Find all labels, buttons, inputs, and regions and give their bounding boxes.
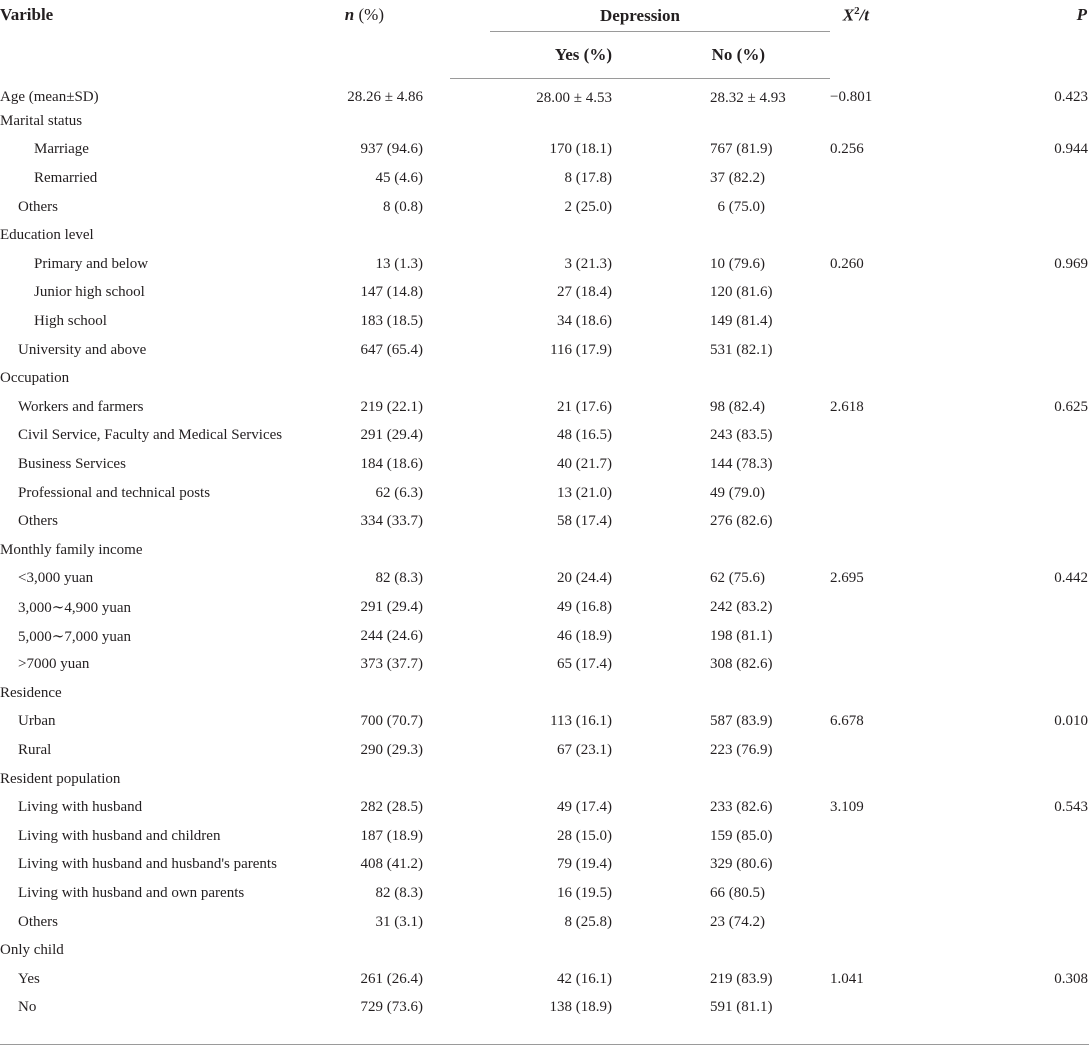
cell-p xyxy=(990,822,1089,851)
cell-p xyxy=(990,679,1089,708)
cell-n xyxy=(290,221,450,250)
row-label: Professional and technical posts xyxy=(18,484,211,501)
cell-no: 767 (81.9) xyxy=(710,141,773,158)
table-row xyxy=(0,679,1089,708)
table-row xyxy=(0,593,1089,622)
cell-yes: 20 (24.4) xyxy=(557,570,612,587)
row-label: High school xyxy=(34,313,107,330)
table-row xyxy=(0,450,1089,479)
cell-no: 144 (78.3) xyxy=(710,456,773,473)
cell-n: 45 (4.6) xyxy=(375,170,423,187)
cell-p: 0.625 xyxy=(1054,398,1089,415)
cell-yes: 27 (18.4) xyxy=(557,284,612,301)
header-row-1 xyxy=(0,0,1089,32)
cell-p: 0.308 xyxy=(1054,970,1089,987)
cell-p: 0.543 xyxy=(1054,799,1089,816)
cell-p: 0.944 xyxy=(1054,141,1089,158)
cell-p xyxy=(990,994,1089,1023)
row-label: Yes xyxy=(18,970,40,987)
cell-n: 219 (22.1) xyxy=(360,398,423,415)
cell-n xyxy=(290,536,450,565)
row-label: >7000 yuan xyxy=(18,656,90,673)
cell-x2t xyxy=(830,736,990,765)
cell-no xyxy=(710,765,830,794)
cell-p xyxy=(990,422,1089,451)
cell-no xyxy=(710,679,830,708)
cell-yes: 28.00 ± 4.53 xyxy=(536,89,612,106)
cell-p xyxy=(990,851,1089,880)
row-label: Business Services xyxy=(18,456,126,473)
table-row xyxy=(0,221,1089,250)
cell-yes: 40 (21.7) xyxy=(557,456,612,473)
header-x-base: X xyxy=(842,5,855,25)
cell-n: 729 (73.6) xyxy=(360,999,423,1016)
header-no: No (%) xyxy=(710,32,830,79)
cell-no: 159 (85.0) xyxy=(710,827,773,844)
cell-no: 591 (81.1) xyxy=(710,999,773,1016)
header-x-sup: 2 xyxy=(854,5,860,17)
table-row xyxy=(0,650,1089,679)
cell-x2t xyxy=(830,336,990,365)
cell-x2t xyxy=(830,279,990,308)
table-row xyxy=(0,708,1089,737)
table-row xyxy=(0,79,1089,108)
cell-no: 37 (82.2) xyxy=(710,170,766,187)
row-label: Living with husband and children xyxy=(18,827,221,844)
table-row xyxy=(0,279,1089,308)
header-p xyxy=(990,0,1089,79)
cell-no: 242 (83.2) xyxy=(710,598,773,615)
header-p-label: P xyxy=(1076,5,1088,24)
table-row xyxy=(0,851,1089,880)
cell-yes: 49 (16.8) xyxy=(557,598,612,615)
row-label: University and above xyxy=(18,341,147,358)
cell-n: 187 (18.9) xyxy=(360,827,423,844)
cell-x2t xyxy=(830,507,990,536)
cell-p xyxy=(990,193,1089,222)
cell-yes xyxy=(450,936,710,965)
cell-yes: 49 (17.4) xyxy=(557,799,612,816)
cell-x2t xyxy=(830,936,990,965)
cell-x2t xyxy=(830,765,990,794)
cell-x2t: 2.695 xyxy=(830,570,864,587)
row-label: Others xyxy=(18,913,58,930)
cell-p: 0.969 xyxy=(1054,255,1089,272)
table-row xyxy=(0,994,1089,1023)
cell-x2t xyxy=(830,994,990,1023)
table-row xyxy=(0,822,1089,851)
table-row xyxy=(0,393,1089,422)
table-row xyxy=(0,193,1089,222)
row-label: Remarried xyxy=(34,170,98,187)
cell-yes: 170 (18.1) xyxy=(549,141,612,158)
cell-no: 329 (80.6) xyxy=(710,856,773,873)
header-depression-label: Depression xyxy=(600,6,680,25)
table-row xyxy=(0,136,1089,165)
row-label: Occupation xyxy=(0,370,70,387)
cell-p xyxy=(990,107,1089,136)
cell-p xyxy=(990,536,1089,565)
header-n xyxy=(290,0,450,79)
cell-n: 373 (37.7) xyxy=(360,656,423,673)
row-label: 3,000∼4,900 yuan xyxy=(18,599,131,616)
row-label: Workers and farmers xyxy=(18,398,144,415)
row-label: Marriage xyxy=(34,141,89,158)
cell-x2t xyxy=(830,679,990,708)
row-label: Others xyxy=(18,198,58,215)
table-row xyxy=(0,936,1089,965)
cell-p xyxy=(990,622,1089,651)
cell-p xyxy=(990,450,1089,479)
cell-p: 0.423 xyxy=(1054,89,1089,106)
cell-x2t: 0.256 xyxy=(830,141,864,158)
table-row xyxy=(0,479,1089,508)
row-label: Only child xyxy=(0,942,64,959)
cell-p xyxy=(990,221,1089,250)
cell-no xyxy=(710,364,830,393)
table-row xyxy=(0,736,1089,765)
cell-x2t xyxy=(830,879,990,908)
cell-p xyxy=(990,507,1089,536)
cell-n: 31 (3.1) xyxy=(375,913,423,930)
cell-x2t xyxy=(830,908,990,937)
cell-x2t xyxy=(830,650,990,679)
cell-n: 62 (6.3) xyxy=(375,484,423,501)
cell-n: 244 (24.6) xyxy=(360,627,423,644)
cell-n xyxy=(290,679,450,708)
cell-p xyxy=(990,364,1089,393)
cell-p xyxy=(990,936,1089,965)
cell-yes: 2 (25.0) xyxy=(564,198,612,215)
cell-no: 62 (75.6) xyxy=(710,570,766,587)
cell-n: 261 (26.4) xyxy=(360,970,423,987)
cell-yes: 3 (21.3) xyxy=(564,255,612,272)
row-label: Age (mean±SD) xyxy=(0,89,99,106)
cell-x2t xyxy=(830,107,990,136)
cell-n xyxy=(290,107,450,136)
cell-x2t xyxy=(830,221,990,250)
cell-x2t xyxy=(830,536,990,565)
table-row xyxy=(0,879,1089,908)
cell-yes: 65 (17.4) xyxy=(557,656,612,673)
header-x-suffix: /t xyxy=(859,5,870,25)
cell-x2t xyxy=(830,851,990,880)
cell-x2t xyxy=(830,450,990,479)
cell-p xyxy=(990,879,1089,908)
row-label: Junior high school xyxy=(34,284,145,301)
cell-n xyxy=(290,765,450,794)
cell-no: 149 (81.4) xyxy=(710,313,773,330)
cell-no: 66 (80.5) xyxy=(710,884,766,901)
cell-n: 282 (28.5) xyxy=(360,799,423,816)
table-row xyxy=(0,765,1089,794)
cell-p xyxy=(990,307,1089,336)
cell-no: 587 (83.9) xyxy=(710,713,773,730)
cell-x2t xyxy=(830,422,990,451)
header-x2t xyxy=(830,0,990,79)
cell-no: 10 (79.6) xyxy=(710,255,766,272)
cell-no: 6 (75.0) xyxy=(717,198,766,215)
cell-yes: 28 (15.0) xyxy=(557,827,612,844)
cell-p xyxy=(990,650,1089,679)
cell-n: 13 (1.3) xyxy=(375,255,423,272)
cell-n: 8 (0.8) xyxy=(383,198,423,215)
cell-no xyxy=(710,107,830,136)
cell-n xyxy=(290,936,450,965)
cell-n: 291 (29.4) xyxy=(360,598,423,615)
cell-no: 219 (83.9) xyxy=(710,970,773,987)
cell-x2t: 3.109 xyxy=(830,799,864,816)
cell-no: 198 (81.1) xyxy=(710,627,773,644)
row-label: Civil Service, Faculty and Medical Services xyxy=(18,427,283,444)
cell-yes: 79 (19.4) xyxy=(557,856,612,873)
row-label: Living with husband xyxy=(18,799,143,816)
table-row xyxy=(0,793,1089,822)
table-row xyxy=(0,965,1089,994)
row-label: <3,000 yuan xyxy=(18,570,94,587)
row-label: Urban xyxy=(18,713,56,730)
table-body xyxy=(0,79,1089,1023)
cell-x2t xyxy=(830,193,990,222)
cell-x2t: 0.260 xyxy=(830,255,864,272)
cell-yes xyxy=(450,536,710,565)
cell-p: 0.442 xyxy=(1054,570,1089,587)
row-label: Rural xyxy=(18,741,52,758)
cell-p xyxy=(990,908,1089,937)
row-label: Residence xyxy=(0,684,62,701)
cell-x2t xyxy=(830,164,990,193)
cell-no: 308 (82.6) xyxy=(710,656,773,673)
cell-no: 243 (83.5) xyxy=(710,427,773,444)
cell-no: 120 (81.6) xyxy=(710,284,773,301)
row-label: Living with husband and own parents xyxy=(18,884,245,901)
cell-yes xyxy=(450,679,710,708)
cell-no: 23 (74.2) xyxy=(710,913,766,930)
cell-p xyxy=(990,765,1089,794)
cell-yes xyxy=(450,107,710,136)
table-row xyxy=(0,507,1089,536)
cell-yes: 113 (16.1) xyxy=(550,713,612,730)
cell-p xyxy=(990,593,1089,622)
cell-x2t: −0.801 xyxy=(830,89,873,106)
header-depression xyxy=(450,0,830,32)
cell-n: 82 (8.3) xyxy=(375,884,423,901)
cell-x2t xyxy=(830,593,990,622)
cell-x2t: 2.618 xyxy=(830,398,864,415)
cell-yes: 67 (23.1) xyxy=(557,741,612,758)
row-label: Marital status xyxy=(0,112,83,129)
table-row xyxy=(0,908,1089,937)
cell-yes: 46 (18.9) xyxy=(557,627,612,644)
table-row xyxy=(0,364,1089,393)
cell-n: 28.26 ± 4.86 xyxy=(347,89,423,106)
row-label: 5,000∼7,000 yuan xyxy=(18,628,131,645)
table-row xyxy=(0,536,1089,565)
cell-n: 147 (14.8) xyxy=(360,284,423,301)
bottom-rule xyxy=(0,1044,1089,1045)
cell-x2t xyxy=(830,307,990,336)
cell-n: 184 (18.6) xyxy=(360,456,423,473)
table-row xyxy=(0,622,1089,651)
cell-yes: 34 (18.6) xyxy=(557,313,612,330)
cell-no: 28.32 ± 4.93 xyxy=(710,89,786,106)
cell-yes: 8 (25.8) xyxy=(564,913,612,930)
cell-p xyxy=(990,336,1089,365)
cell-yes: 48 (16.5) xyxy=(557,427,612,444)
row-label: Others xyxy=(18,513,58,530)
row-label: Living with husband and husband's parents xyxy=(18,856,277,873)
cell-yes: 138 (18.9) xyxy=(549,999,612,1016)
cell-n: 291 (29.4) xyxy=(360,427,423,444)
table-row xyxy=(0,307,1089,336)
table-row xyxy=(0,336,1089,365)
cell-yes: 58 (17.4) xyxy=(557,513,612,530)
cell-yes: 42 (16.1) xyxy=(557,970,612,987)
cell-n: 334 (33.7) xyxy=(360,513,423,530)
cell-no: 98 (82.4) xyxy=(710,398,766,415)
cell-n: 290 (29.3) xyxy=(360,741,423,758)
cell-n: 408 (41.2) xyxy=(360,856,423,873)
row-label: Primary and below xyxy=(34,255,149,272)
cell-x2t xyxy=(830,364,990,393)
row-label: No xyxy=(18,999,37,1016)
cell-no: 49 (79.0) xyxy=(710,484,766,501)
cell-n: 183 (18.5) xyxy=(360,313,423,330)
table-row xyxy=(0,164,1089,193)
cell-no: 223 (76.9) xyxy=(710,741,773,758)
cell-yes: 8 (17.8) xyxy=(564,170,612,187)
cell-no xyxy=(710,221,830,250)
cell-no xyxy=(710,536,830,565)
depression-rule xyxy=(490,31,830,32)
table-row xyxy=(0,422,1089,451)
header-n-symbol: n xyxy=(344,5,355,24)
cell-p xyxy=(990,164,1089,193)
cell-n: 82 (8.3) xyxy=(375,570,423,587)
cell-yes: 116 (17.9) xyxy=(550,341,612,358)
cell-x2t: 1.041 xyxy=(830,970,864,987)
row-label: Monthly family income xyxy=(0,541,143,558)
cell-n: 647 (65.4) xyxy=(360,341,423,358)
row-label: Resident population xyxy=(0,770,121,787)
cell-no: 531 (82.1) xyxy=(710,341,773,358)
cell-yes xyxy=(450,221,710,250)
cell-p: 0.010 xyxy=(1054,713,1089,730)
cell-x2t: 6.678 xyxy=(830,713,864,730)
cell-p xyxy=(990,279,1089,308)
header-yes: Yes (%) xyxy=(450,32,710,79)
table-row xyxy=(0,250,1089,279)
header-variable: Varible xyxy=(0,5,54,24)
cell-n: 937 (94.6) xyxy=(360,141,423,158)
cell-yes xyxy=(450,765,710,794)
cell-yes: 16 (19.5) xyxy=(557,884,612,901)
cell-yes: 21 (17.6) xyxy=(557,398,612,415)
cell-n xyxy=(290,364,450,393)
cell-x2t xyxy=(830,822,990,851)
cell-no xyxy=(710,936,830,965)
row-label: Education level xyxy=(0,227,94,244)
cell-x2t xyxy=(830,479,990,508)
cell-p xyxy=(990,479,1089,508)
cell-x2t xyxy=(830,622,990,651)
table-row xyxy=(0,565,1089,594)
cell-yes xyxy=(450,364,710,393)
cell-yes: 13 (21.0) xyxy=(557,484,612,501)
table-row xyxy=(0,107,1089,136)
cell-p xyxy=(990,736,1089,765)
header-n-suffix: (%) xyxy=(354,5,384,24)
cell-n: 700 (70.7) xyxy=(360,713,423,730)
cell-no: 276 (82.6) xyxy=(710,513,773,530)
cell-no: 233 (82.6) xyxy=(710,799,773,816)
